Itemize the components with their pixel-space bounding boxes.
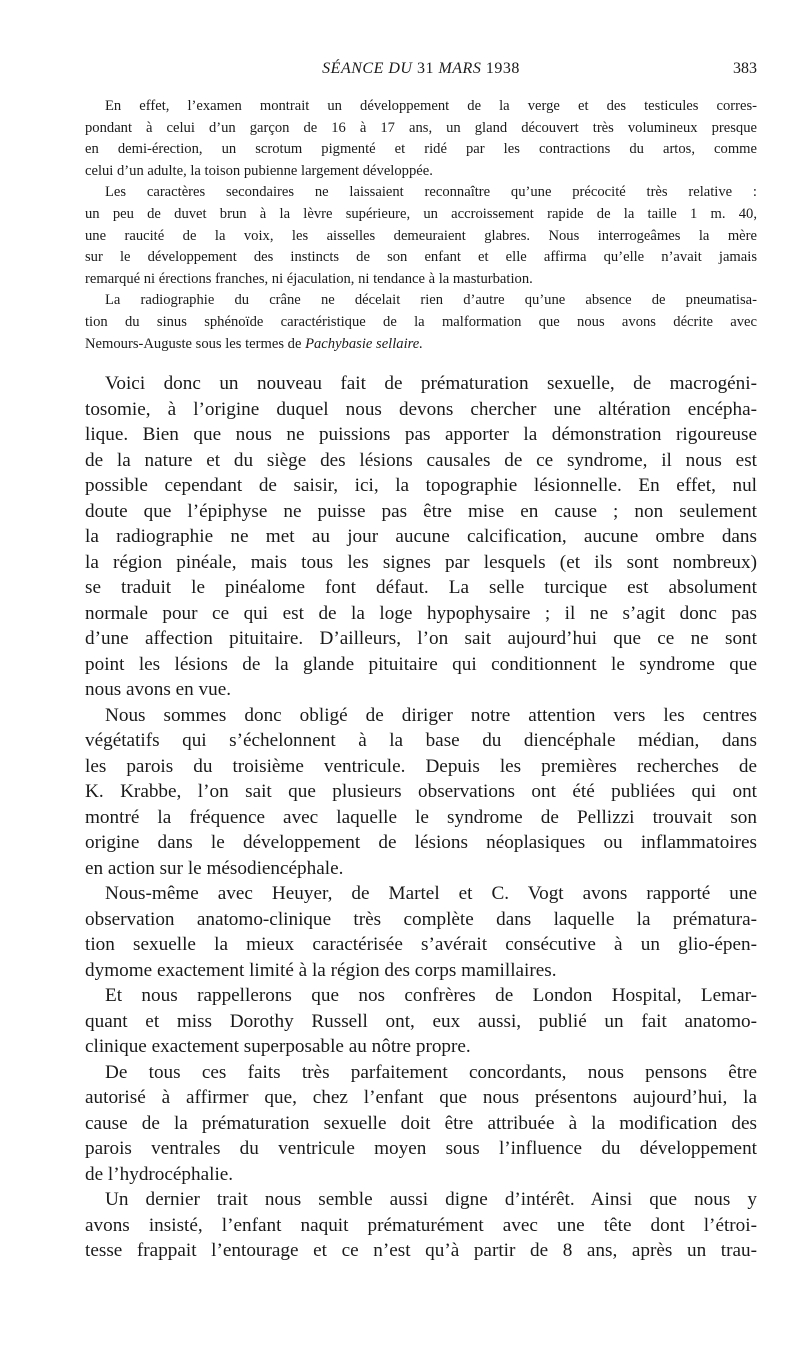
text-line: [85, 334, 757, 356]
line-text: un peu de duvet brun à la lèvre supérieure, un accroissement rapide de la taille 1 m. 40,: [85, 205, 757, 222]
line-text: végétatifs qui s’échelonnent à la base du diencéphale médian, dans: [85, 730, 757, 751]
text-line: [85, 161, 757, 183]
line-text: doute que l’épiphyse ne puisse pas être mise en cause ; non seulement: [85, 500, 757, 522]
line-text: normale pour ce qui est de la loge hypophysaire ; il ne s’agit donc pas: [85, 602, 757, 624]
line-text: en action sur le mésodiencéphale.: [85, 857, 344, 879]
text-line: [85, 312, 757, 334]
paragraph: [85, 983, 757, 1060]
text-line: [85, 1034, 757, 1060]
text-line: [85, 96, 757, 118]
header-year: 1938: [485, 60, 520, 77]
line-text: la région pinéale, mais tous les signes par lesquels (et ils sont nombreux): [85, 551, 757, 573]
line-text: De tous ces faits très parfaitement concordants, nous pensons être: [105, 1061, 757, 1083]
text-line: [85, 247, 757, 269]
line-text: d’une affection pituitaire. D’ailleurs, l’on sait aujourd’hui que ce ne sont: [85, 628, 757, 649]
line-text: observation anatomo-clinique très complète dans laquelle la prématura-: [85, 908, 757, 930]
line-text: une raucité de la voix, les aisselles demeuraient glabres. Nous interrogeâmes la mère: [85, 227, 757, 244]
line-text: pondant à celui d’un garçon de 16 à 17 ans, un gland découvert très volumineux presque: [85, 119, 757, 136]
line-text: Un dernier trait nous semble aussi digne d’intérêt. Ainsi que nous y: [105, 1189, 757, 1210]
text-line: [85, 1085, 757, 1111]
text-line: [85, 1111, 757, 1137]
line-text: les parois du troisième ventricule. Depuis les premières recherches de: [85, 755, 757, 777]
text-line: [85, 139, 757, 161]
text-line: [85, 371, 757, 397]
line-text: nous avons en vue.: [85, 679, 232, 700]
small-print-section: [85, 96, 757, 355]
paragraph: [85, 371, 757, 703]
line-text: se traduit le pinéalome font défaut. La selle turcique est absolument: [85, 577, 757, 598]
line-text: possible cependant de saisir, ici, la topographie lésionnelle. En effet, nul: [85, 475, 757, 496]
line-text: montré la fréquence avec laquelle le syndrome de Pellizzi trouvait son: [85, 806, 757, 828]
text-line: [85, 269, 757, 291]
line-text: cause de la prématuration sexuelle doit être attribuée à la modification des: [85, 1112, 757, 1134]
line-text: celui d’un adulte, la toison pubienne largement développée.: [85, 162, 433, 179]
text-line: [85, 754, 757, 780]
line-text: lique. Bien que nous ne puissions pas apporter la démonstration rigoureuse: [85, 424, 757, 445]
running-header-title: [85, 60, 757, 78]
line-text: remarqué ni érections franches, ni éjaculation, ni tendance à la masturbation.: [85, 270, 533, 287]
text-line: [85, 601, 757, 627]
line-text: sur le développement des instincts de son enfant et elle affirma qu’elle n’avait jamais: [85, 249, 757, 266]
text-line: [85, 290, 757, 312]
line-text: origine dans le développement de lésions néoplasiques ou inflammatoires: [85, 832, 757, 853]
line-text: Nous-même avec Heuyer, de Martel et C. Vogt avons rapporté une: [105, 883, 757, 904]
italic-term: Pachybasie sellaire.: [305, 335, 423, 352]
text-line: [85, 1136, 757, 1162]
text-line: [85, 1009, 757, 1035]
line-text: Nemours-Auguste sous les termes de: [85, 335, 306, 352]
paragraph: [85, 96, 757, 182]
text-line: [85, 728, 757, 754]
text-line: [85, 856, 757, 882]
text-line: [85, 575, 757, 601]
line-text: Les caractères secondaires ne laissaient reconnaître qu’une précocité très relative :: [105, 184, 757, 201]
text-line: [85, 226, 757, 248]
text-line: [85, 907, 757, 933]
line-text: avons insisté, l’enfant naquit prématurément avec une tête dont l’étroi-: [85, 1214, 757, 1236]
page-number: 383: [733, 60, 757, 77]
line-text: Et nous rappellerons que nos confrères de London Hospital, Lemar-: [105, 985, 757, 1006]
line-text: quant et miss Dorothy Russell ont, eux aussi, publié un fait anatomo-: [85, 1010, 757, 1032]
text-line: [85, 626, 757, 652]
line-text: point les lésions de la glande pituitaire qui conditionnent le syndrome que: [85, 653, 757, 675]
text-line: [85, 932, 757, 958]
paragraph: [85, 182, 757, 290]
paragraph: [85, 703, 757, 882]
line-text: tesse frappait l’entourage et ce n’est qu’à partir de 8 ans, après un trau-: [85, 1240, 757, 1261]
paragraph: [85, 1060, 757, 1188]
text-line: [85, 983, 757, 1009]
paragraph: [85, 290, 757, 355]
header-day: 31: [416, 60, 434, 77]
main-text-section: [85, 371, 757, 1264]
line-text: de la nature et du siège des lésions causales de ce syndrome, il nous est: [85, 449, 757, 471]
line-text: de l’hydrocéphalie.: [85, 1163, 234, 1185]
paragraph: [85, 881, 757, 983]
text-line: [85, 473, 757, 499]
text-line: [85, 881, 757, 907]
line-text: parois ventrales du ventricule moyen sous l’influence du développement: [85, 1138, 757, 1159]
line-text: en demi-érection, un scrotum pigmenté et ridé par les contractions du artos, comme: [85, 141, 757, 158]
line-text: Voici donc un nouveau fait de prématuration sexuelle, de macrogéni-: [105, 373, 757, 394]
text-line: [85, 805, 757, 831]
text-line: [85, 422, 757, 448]
text-line: [85, 1213, 757, 1239]
text-line: [85, 550, 757, 576]
line-text: dymome exactement limité à la région des corps mamillaires.: [85, 959, 557, 981]
running-header: [85, 60, 757, 82]
text-line: [85, 182, 757, 204]
text-line: [85, 499, 757, 525]
line-text: autorisé à affirmer que, chez l’enfant que nous présentons aujourd’hui, la: [85, 1087, 757, 1108]
text-line: [85, 830, 757, 856]
text-line: [85, 1238, 757, 1264]
line-text: En effet, l’examen montrait un développement de la verge et des testicules corres-: [105, 98, 757, 114]
text-line: [85, 204, 757, 226]
text-line: [85, 118, 757, 140]
text-line: [85, 677, 757, 703]
line-text: clinique exactement superposable au nôtre propre.: [85, 1036, 471, 1057]
paragraph: [85, 1187, 757, 1264]
text-line: [85, 524, 757, 550]
text-line: [85, 1162, 757, 1188]
text-line: [85, 448, 757, 474]
text-line: [85, 397, 757, 423]
line-text: tosomie, à l’origine duquel nous devons chercher une altération encépha-: [85, 398, 757, 420]
text-line: [85, 652, 757, 678]
line-text: la radiographie ne met au jour aucune calcification, aucune ombre dans: [85, 526, 757, 547]
text-line: [85, 958, 757, 984]
header-month: MARS: [438, 60, 482, 77]
header-seance: SÉANCE DU: [322, 60, 413, 77]
text-line: [85, 779, 757, 805]
line-text: K. Krabbe, l’on sait que plusieurs observations ont été publiées qui ont: [85, 781, 757, 802]
line-text: La radiographie du crâne ne décelait rien d’autre qu’une absence de pneumatisa-: [105, 292, 757, 309]
line-text: tion sexuelle la mieux caractérisée s’avérait consécutive à un glio-épen-: [85, 934, 757, 955]
text-line: [85, 1187, 757, 1213]
line-text: tion du sinus sphénoïde caractéristique de la malformation que nous avons décrite avec: [85, 313, 757, 330]
text-line: [85, 703, 757, 729]
line-text: Nous sommes donc obligé de diriger notre attention vers les centres: [105, 704, 757, 726]
text-line: [85, 1060, 757, 1086]
